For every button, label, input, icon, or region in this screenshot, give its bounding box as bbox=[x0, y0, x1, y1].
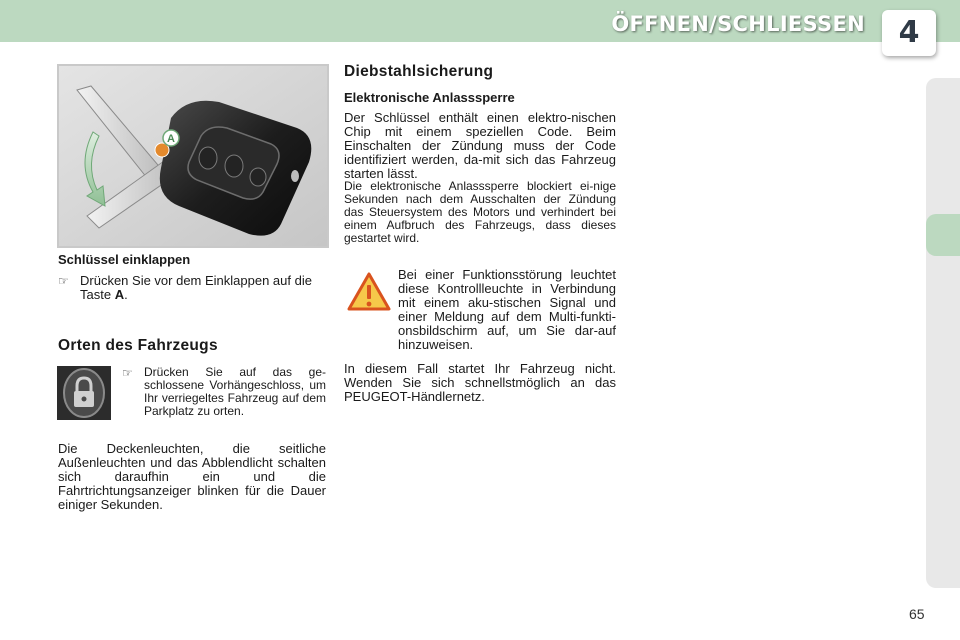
page-number: 65 bbox=[909, 606, 925, 622]
chapter-tab[interactable] bbox=[882, 10, 936, 56]
key-illustration bbox=[57, 64, 329, 248]
side-nav-tab-active[interactable] bbox=[926, 214, 960, 256]
fold-key-bullet: ☞ Drücken Sie vor dem Einklappen auf die Taste A. bbox=[58, 273, 312, 302]
locate-car-paragraph: Die Deckenleuchten, die seitliche Außenleuchten und das Abblendlicht schalten sich daraufhin ein und die Fahrtrichtungsanzeiger blinken für die Dauer einiger Sekunden. bbox=[58, 441, 326, 512]
locate-car-bullet bbox=[122, 366, 326, 418]
immobiliser-paragraph-2: Die elektronische Anlasssperre blockiert ei-nige Sekunden nach dem Ausschalten der Zündung das Steuersystem des Motors und verhindert bei einem Aufbruch des Fahrzeugs, dass dieses gestartet wird. bbox=[344, 179, 616, 245]
key-drawing bbox=[59, 66, 327, 246]
side-nav-strip bbox=[926, 78, 960, 588]
pointer-icon: ☞ bbox=[122, 366, 133, 380]
fold-key-heading: Schlüssel einklappen bbox=[58, 252, 191, 267]
no-start-paragraph: In diesem Fall startet Ihr Fahrzeug nicht. Wenden Sie sich schnellstmöglich an das PEUGEOT-Händlernetz. bbox=[344, 361, 616, 404]
pointer-icon: ☞ bbox=[58, 274, 69, 288]
lock-button-illustration bbox=[57, 366, 111, 420]
locate-car-instruction: Drücken Sie auf das ge-schlossene Vorhängeschloss, um Ihr verriegeltes Fahrzeug auf dem Parkplatz zu orten. bbox=[144, 365, 326, 418]
page-title: ÖFFNEN/SCHLIESSEN bbox=[611, 12, 865, 36]
immobiliser-subheading: Elektronische Anlasssperre bbox=[344, 90, 515, 105]
key-reference-a: A bbox=[114, 287, 125, 302]
warning-icon bbox=[346, 271, 392, 318]
fold-key-instruction: Drücken Sie vor dem Einklappen auf die Taste bbox=[80, 273, 312, 302]
chapter-number: 4 bbox=[898, 15, 920, 50]
locate-car-heading: Orten des Fahrzeugs bbox=[58, 337, 218, 354]
callout-label-a: A bbox=[167, 133, 175, 145]
immobiliser-paragraph-1: Der Schlüssel enthält einen elektro-nischen Chip mit einem speziellen Code. Beim Einschalten der Zündung muss der Code identifiziert werden, da-mit sich das Fahrzeug starten lässt. bbox=[344, 110, 616, 181]
anti-theft-heading: Diebstahlsicherung bbox=[344, 63, 494, 80]
warning-text: Bei einer Funktionsstörung leuchtet diese Kontrollleuchte in Verbindung mit einem aku-stischen Signal und einer Meldung auf dem Multi-funkti-onsbildschirm auf, um Sie dar-auf hinzuweisen. bbox=[398, 267, 616, 352]
